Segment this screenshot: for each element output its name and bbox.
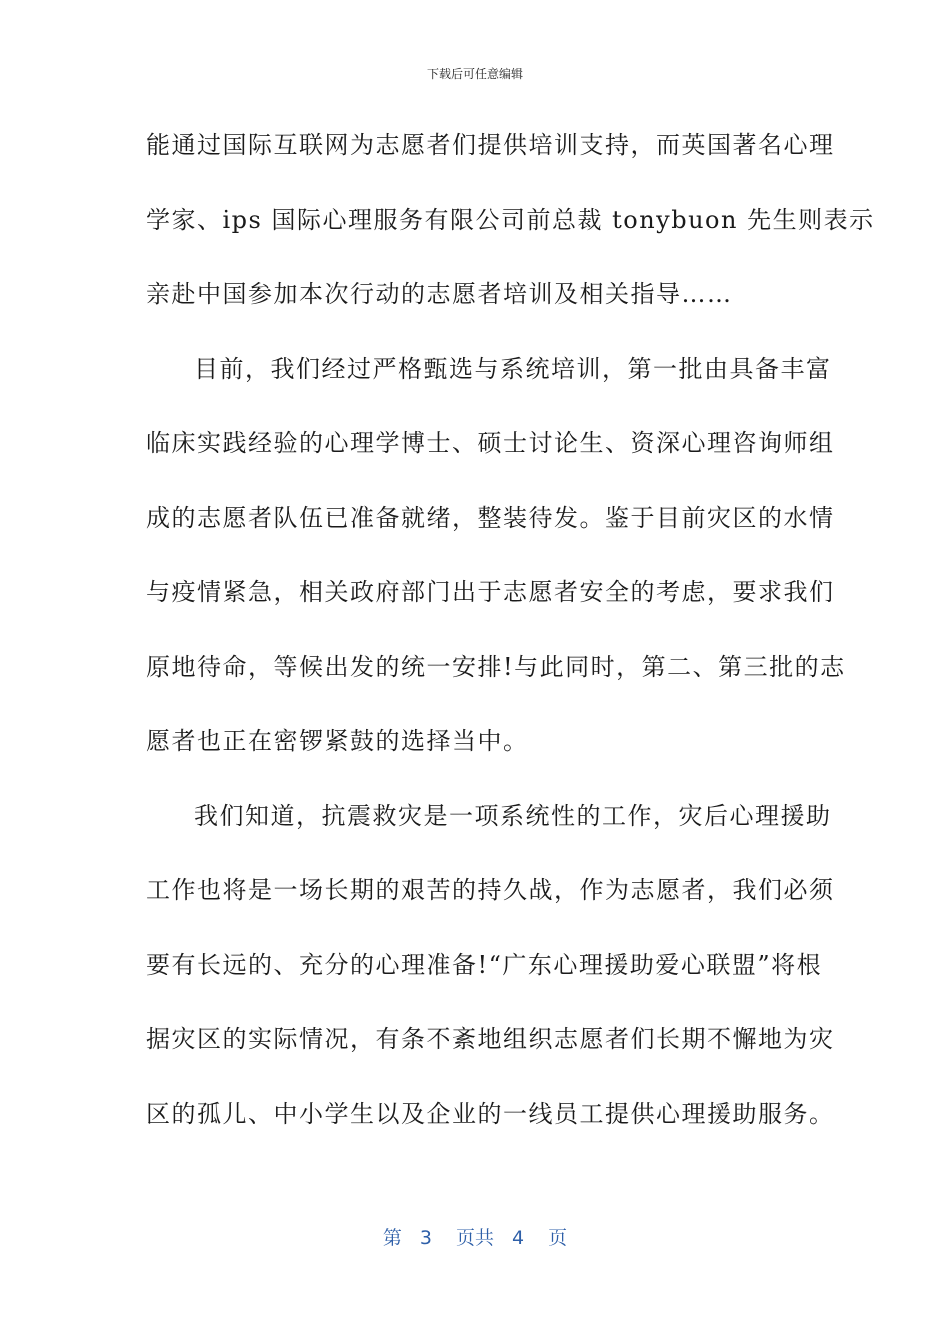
body-line: 据灾区的实际情况，有条不紊地组织志愿者们长期不懈地为灾 [146,1025,835,1053]
page-number-footer [0,1226,950,1250]
body-line: 与疫情紧急，相关政府部门出于志愿者安全的考虑，要求我们 [146,578,835,606]
body-line: 临床实践经验的心理学博士、硕士讨论生、资深心理咨询师组 [146,429,835,457]
body-line: 成的志愿者队伍已准备就绪，整装待发。鉴于目前灾区的水情 [146,503,835,532]
body-line: 区的孤儿、中小学生以及企业的一线员工提供心理援助服务。 [146,1099,835,1128]
footer-prefix: 第 [382,1227,402,1249]
body-line: 工作也将是一场长期的艰苦的持久战，作为志愿者，我们必须 [146,876,835,904]
page-header-note: 下载后可任意编辑 [426,67,523,81]
footer-middle: 页共 [455,1227,494,1249]
paragraph-start-line: 目前，我们经过严格甄选与系统培训，第一批由具备丰富 [194,354,832,383]
body-line: 愿者也正在密锣紧鼓的选择当中。 [146,727,529,755]
body-line: 学家、ips 国际心理服务有限公司前总裁 tonybuon 先生则表示 [146,205,875,234]
body-line: 要有长远的、充分的心理准备!“广东心理援助爱心联盟”将根 [146,950,823,979]
body-line: 亲赴中国参加本次行动的志愿者培训及相关指导…… [146,280,733,308]
body-line: 原地待命，等候出发的统一安排!与此同时，第二、第三批的志 [146,652,846,681]
document-body [146,120,875,1163]
footer-suffix: 页 [548,1227,568,1249]
paragraph-start-line: 我们知道，抗震救灾是一项系统性的工作，灾后心理援助 [194,801,832,830]
body-line: 能通过国际互联网为志愿者们提供培训支持，而英国著名心理 [146,131,835,159]
current-page-number: 3 [419,1227,432,1249]
total-pages-number: 4 [512,1227,525,1249]
